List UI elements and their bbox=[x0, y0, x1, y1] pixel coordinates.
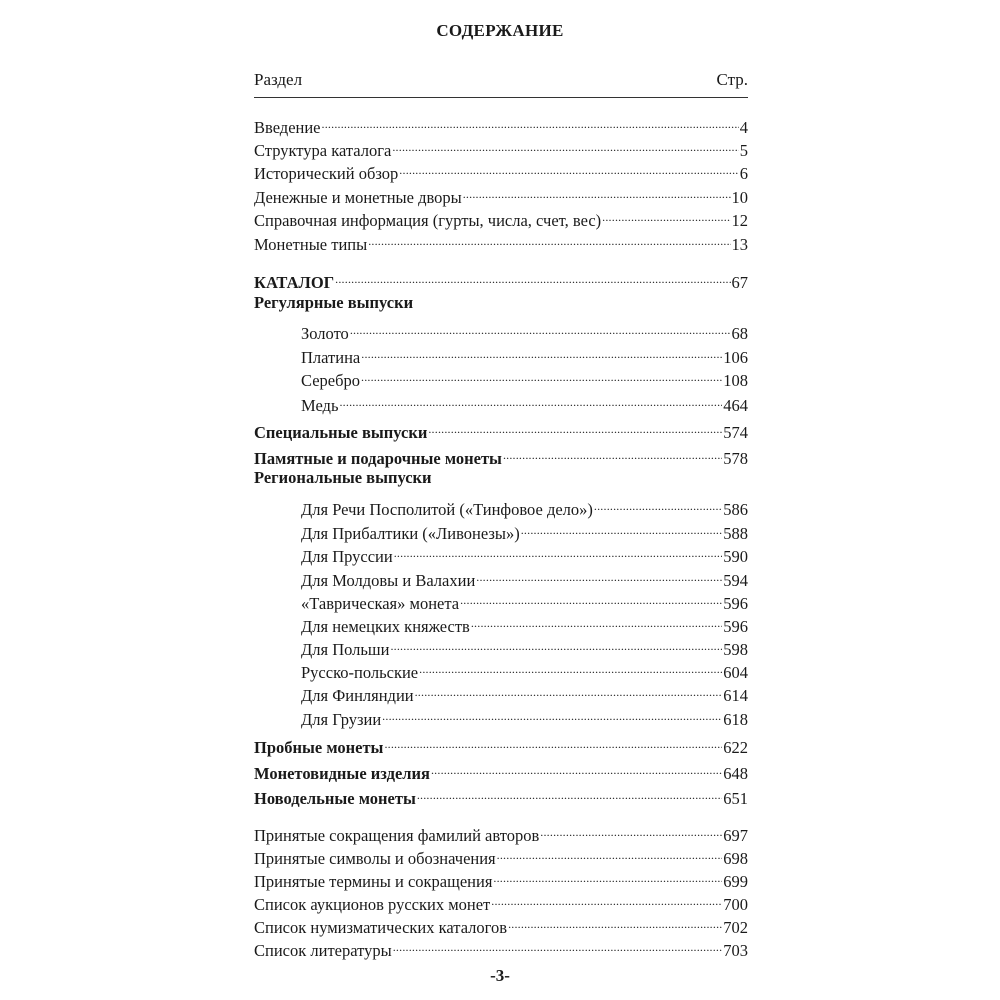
toc-entry bbox=[254, 111, 748, 137]
toc-entry bbox=[254, 934, 748, 960]
toc-entry bbox=[254, 656, 748, 682]
toc-entry-label: Для Речи Посполитой («Тинфовое дело») bbox=[301, 500, 593, 519]
toc-entry-label: Список аукционов русских монет bbox=[254, 895, 491, 914]
toc-entry-page: 106 bbox=[723, 348, 748, 367]
toc-entry-page: 68 bbox=[731, 324, 748, 343]
toc-entry bbox=[254, 442, 748, 468]
toc-entry-label: Монетовидные изделия bbox=[254, 764, 430, 783]
toc-entry bbox=[254, 204, 748, 230]
toc-entry bbox=[254, 842, 748, 868]
toc-entry-page: 6 bbox=[739, 164, 748, 183]
toc-entry bbox=[254, 317, 748, 343]
toc-entry-label: Для немецких княжеств bbox=[301, 617, 470, 636]
dot-leader bbox=[390, 633, 722, 655]
toc-entry-label: Золото bbox=[301, 324, 349, 343]
dot-leader bbox=[361, 364, 722, 386]
dot-leader bbox=[394, 540, 723, 562]
dot-leader bbox=[476, 564, 722, 586]
toc-entry-label: Принятые сокращения фамилий авторов bbox=[254, 826, 540, 845]
toc-entry bbox=[254, 228, 748, 254]
toc-entry-label: Пробные монеты bbox=[254, 738, 384, 757]
dot-leader bbox=[384, 731, 722, 753]
toc-entry bbox=[254, 364, 748, 390]
toc-entry-page: 622 bbox=[723, 738, 748, 757]
toc-entry-page: 604 bbox=[723, 663, 748, 682]
toc-entry-page: 648 bbox=[723, 764, 748, 783]
toc-entry-page: 618 bbox=[723, 710, 748, 729]
dot-leader bbox=[399, 157, 738, 179]
toc-entry bbox=[254, 389, 748, 415]
toc-header-section: Раздел bbox=[254, 70, 303, 89]
toc-entry-page: 586 bbox=[723, 500, 748, 519]
toc-entry-label: Для Пруссии bbox=[301, 547, 393, 566]
toc-entry-label: Для Польши bbox=[301, 640, 390, 659]
dot-leader bbox=[460, 587, 722, 609]
toc-entry-label: Платина bbox=[301, 348, 361, 367]
dot-leader bbox=[503, 442, 722, 464]
dot-leader bbox=[419, 656, 722, 678]
toc-entry-label: Структура каталога bbox=[254, 141, 392, 160]
toc-entry-label: Список литературы bbox=[254, 941, 392, 960]
toc-entry bbox=[254, 865, 748, 891]
toc-entry-label: Регулярные выпуски bbox=[254, 293, 414, 312]
toc-header-page: Стр. bbox=[716, 70, 748, 89]
dot-leader bbox=[491, 888, 722, 910]
toc-entry-label: Для Грузии bbox=[301, 710, 382, 729]
toc-entry-page: 5 bbox=[739, 141, 748, 160]
dot-leader bbox=[417, 782, 722, 804]
dot-leader bbox=[335, 266, 730, 288]
dot-leader bbox=[471, 610, 722, 632]
header-divider bbox=[254, 97, 748, 98]
toc-entry-page: 588 bbox=[723, 524, 748, 543]
toc-header bbox=[254, 70, 748, 96]
toc-entry-page: 10 bbox=[731, 188, 748, 207]
toc-entry-page: 697 bbox=[723, 826, 748, 845]
toc-entry-label: Для Прибалтики («Ливонезы») bbox=[301, 524, 520, 543]
toc-entry bbox=[254, 911, 748, 937]
toc-entry-label: Русско-польские bbox=[301, 663, 419, 682]
toc-entry bbox=[254, 782, 748, 808]
toc-entry-label: Памятные и подарочные монеты bbox=[254, 449, 502, 468]
toc-entry bbox=[254, 610, 748, 636]
toc-entry bbox=[254, 341, 748, 367]
toc-entry-label: Денежные и монетные дворы bbox=[254, 188, 462, 207]
dot-leader bbox=[497, 842, 723, 864]
toc-section-heading bbox=[254, 292, 748, 314]
toc-entry-label: КАТАЛОГ bbox=[254, 273, 335, 292]
toc-entry bbox=[254, 703, 748, 729]
dot-leader bbox=[339, 389, 722, 411]
dot-leader bbox=[392, 134, 738, 156]
toc-entry-page: 702 bbox=[723, 918, 748, 937]
toc-entry-page: 108 bbox=[723, 371, 748, 390]
toc-entry bbox=[254, 587, 748, 613]
toc-entry-label: Специальные выпуски bbox=[254, 423, 428, 442]
toc-entry-page: 703 bbox=[723, 941, 748, 960]
toc-entry-page: 13 bbox=[731, 235, 748, 254]
toc-entry bbox=[254, 633, 748, 659]
toc-entry-page: 12 bbox=[731, 211, 748, 230]
toc-entry-page: 614 bbox=[723, 686, 748, 705]
toc-entry bbox=[254, 564, 748, 590]
toc-entry bbox=[254, 517, 748, 543]
toc-entry-page: 590 bbox=[723, 547, 748, 566]
toc-entry-label: Серебро bbox=[301, 371, 360, 390]
toc-entry-label: Принятые термины и сокращения bbox=[254, 872, 493, 891]
toc-entry-page: 594 bbox=[723, 571, 748, 590]
toc-entry-label: Медь bbox=[301, 396, 339, 415]
toc-entry bbox=[254, 731, 748, 757]
dot-leader bbox=[428, 416, 722, 438]
toc-entry-page: 698 bbox=[723, 849, 748, 868]
dot-leader bbox=[602, 204, 730, 226]
dot-leader bbox=[493, 865, 722, 887]
toc-entry-label: Исторический обзор bbox=[254, 164, 399, 183]
dot-leader bbox=[322, 111, 739, 133]
toc-entry bbox=[254, 888, 748, 914]
dot-leader bbox=[415, 679, 723, 701]
page-title: СОДЕРЖАНИЕ bbox=[436, 21, 564, 40]
page-number: -3- bbox=[490, 966, 510, 985]
dot-leader bbox=[368, 228, 730, 250]
toc-entry-page: 596 bbox=[723, 594, 748, 613]
toc-entry bbox=[254, 819, 748, 845]
dot-leader bbox=[521, 517, 723, 539]
dot-leader bbox=[463, 181, 731, 203]
toc-entry-label: Региональные выпуски bbox=[254, 468, 432, 487]
dot-leader bbox=[382, 703, 722, 725]
dot-leader bbox=[431, 757, 722, 779]
dot-leader bbox=[508, 911, 722, 933]
toc-entry-label: Введение bbox=[254, 118, 321, 137]
dot-leader bbox=[393, 934, 723, 956]
toc-entry-page: 598 bbox=[723, 640, 748, 659]
toc-entry bbox=[254, 540, 748, 566]
toc-section-heading bbox=[254, 467, 748, 489]
toc-entry-label: Для Финляндии bbox=[301, 686, 414, 705]
dot-leader bbox=[361, 341, 722, 363]
toc-entry-page: 67 bbox=[731, 273, 748, 292]
toc-entry-page: 699 bbox=[723, 872, 748, 891]
toc-entry bbox=[254, 416, 748, 442]
toc-entry bbox=[254, 493, 748, 519]
toc-entry-label: Справочная информация (гурты, числа, счет, вес) bbox=[254, 211, 602, 230]
toc-entry-label: Монетные типы bbox=[254, 235, 368, 254]
toc-entry-page: 578 bbox=[723, 449, 748, 468]
toc-entry bbox=[254, 679, 748, 705]
toc-entry-label: Принятые символы и обозначения bbox=[254, 849, 496, 868]
toc-entry-page: 700 bbox=[723, 895, 748, 914]
toc-entry bbox=[254, 757, 748, 783]
toc-entry bbox=[254, 266, 748, 292]
toc-entry bbox=[254, 134, 748, 160]
toc-entry-label: Для Молдовы и Валахии bbox=[301, 571, 476, 590]
toc-entry-page: 651 bbox=[723, 789, 748, 808]
toc-entry-page: 464 bbox=[723, 396, 748, 415]
toc-entry-label: Новодельные монеты bbox=[254, 789, 416, 808]
toc-entry-label: «Таврическая» монета bbox=[301, 594, 460, 613]
dot-leader bbox=[540, 819, 722, 841]
toc-entry bbox=[254, 157, 748, 183]
toc-entry-page: 596 bbox=[723, 617, 748, 636]
toc-entry-page: 4 bbox=[739, 118, 748, 137]
toc-entry-page: 574 bbox=[723, 423, 748, 442]
toc-entry bbox=[254, 181, 748, 207]
dot-leader bbox=[594, 493, 722, 515]
toc-entry-label: Список нумизматических каталогов bbox=[254, 918, 508, 937]
dot-leader bbox=[350, 317, 731, 339]
